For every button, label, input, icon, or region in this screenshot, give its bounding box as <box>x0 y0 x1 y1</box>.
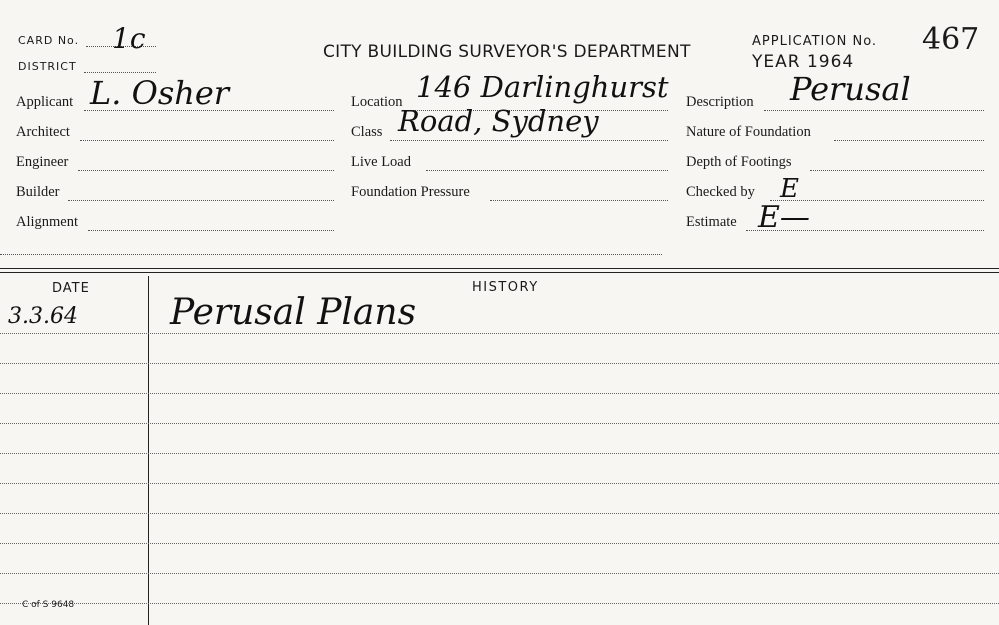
foundation-pressure-line <box>490 200 668 201</box>
history-rule <box>0 603 999 604</box>
history-rule <box>0 333 999 334</box>
history-rule <box>0 453 999 454</box>
applicant-label: Applicant <box>16 94 74 110</box>
live-load-line <box>426 170 668 171</box>
section-divider-bottom <box>0 272 999 273</box>
history-column-header: HISTORY <box>472 280 539 295</box>
foundation-pressure-label: Foundation Pressure <box>351 184 470 200</box>
district-label: DISTRICT <box>18 60 77 73</box>
architect-label: Architect <box>16 124 70 140</box>
class-line <box>390 140 668 141</box>
builder-line <box>68 200 334 201</box>
history-rule <box>0 513 999 514</box>
architect-line <box>80 140 334 141</box>
description-label: Description <box>686 94 754 110</box>
card-no-label: CARD No. <box>18 34 80 47</box>
nature-of-foundation-line <box>834 140 984 141</box>
history-entry-date: 3.3.64 <box>8 304 78 329</box>
history-rule <box>0 363 999 364</box>
history-rule <box>0 573 999 574</box>
application-no-label: APPLICATION No. <box>752 34 878 49</box>
location-value: 146 Darlinghurst <box>416 70 669 104</box>
checked-by-label: Checked by <box>686 184 755 200</box>
card-no-value: 1c <box>112 22 146 55</box>
estimate-value: E— <box>758 200 810 235</box>
application-no-value: 467 <box>922 22 980 57</box>
nature-of-foundation-label: Nature of Foundation <box>686 124 811 140</box>
builder-label: Builder <box>16 184 60 200</box>
upper-dotted-separator <box>0 254 662 255</box>
year-label: YEAR 1964 <box>752 52 855 72</box>
history-rule <box>0 543 999 544</box>
district-line <box>84 72 156 73</box>
description-line <box>764 110 984 111</box>
live-load-label: Live Load <box>351 154 411 170</box>
location-label: Location <box>351 94 403 110</box>
history-rule <box>0 483 999 484</box>
class-label: Class <box>351 124 383 140</box>
history-entry-text: Perusal Plans <box>170 292 417 333</box>
engineer-label: Engineer <box>16 154 69 170</box>
depth-of-footings-line <box>810 170 984 171</box>
form-code: C of S 9648 <box>22 600 75 610</box>
history-rule <box>0 393 999 394</box>
estimate-label: Estimate <box>686 214 737 230</box>
alignment-label: Alignment <box>16 214 79 230</box>
description-value: Perusal <box>790 70 911 108</box>
engineer-line <box>78 170 334 171</box>
section-divider-top <box>0 268 999 269</box>
date-column-header: DATE <box>52 281 90 296</box>
class-value: Road, Sydney <box>398 104 599 138</box>
history-rule <box>0 423 999 424</box>
alignment-line <box>88 230 334 231</box>
department-title: CITY BUILDING SURVEYOR'S DEPARTMENT <box>323 42 691 62</box>
applicant-value: L. Osher <box>90 74 230 112</box>
depth-of-footings-label: Depth of Footings <box>686 154 792 170</box>
checked-by-value: E <box>780 174 799 204</box>
